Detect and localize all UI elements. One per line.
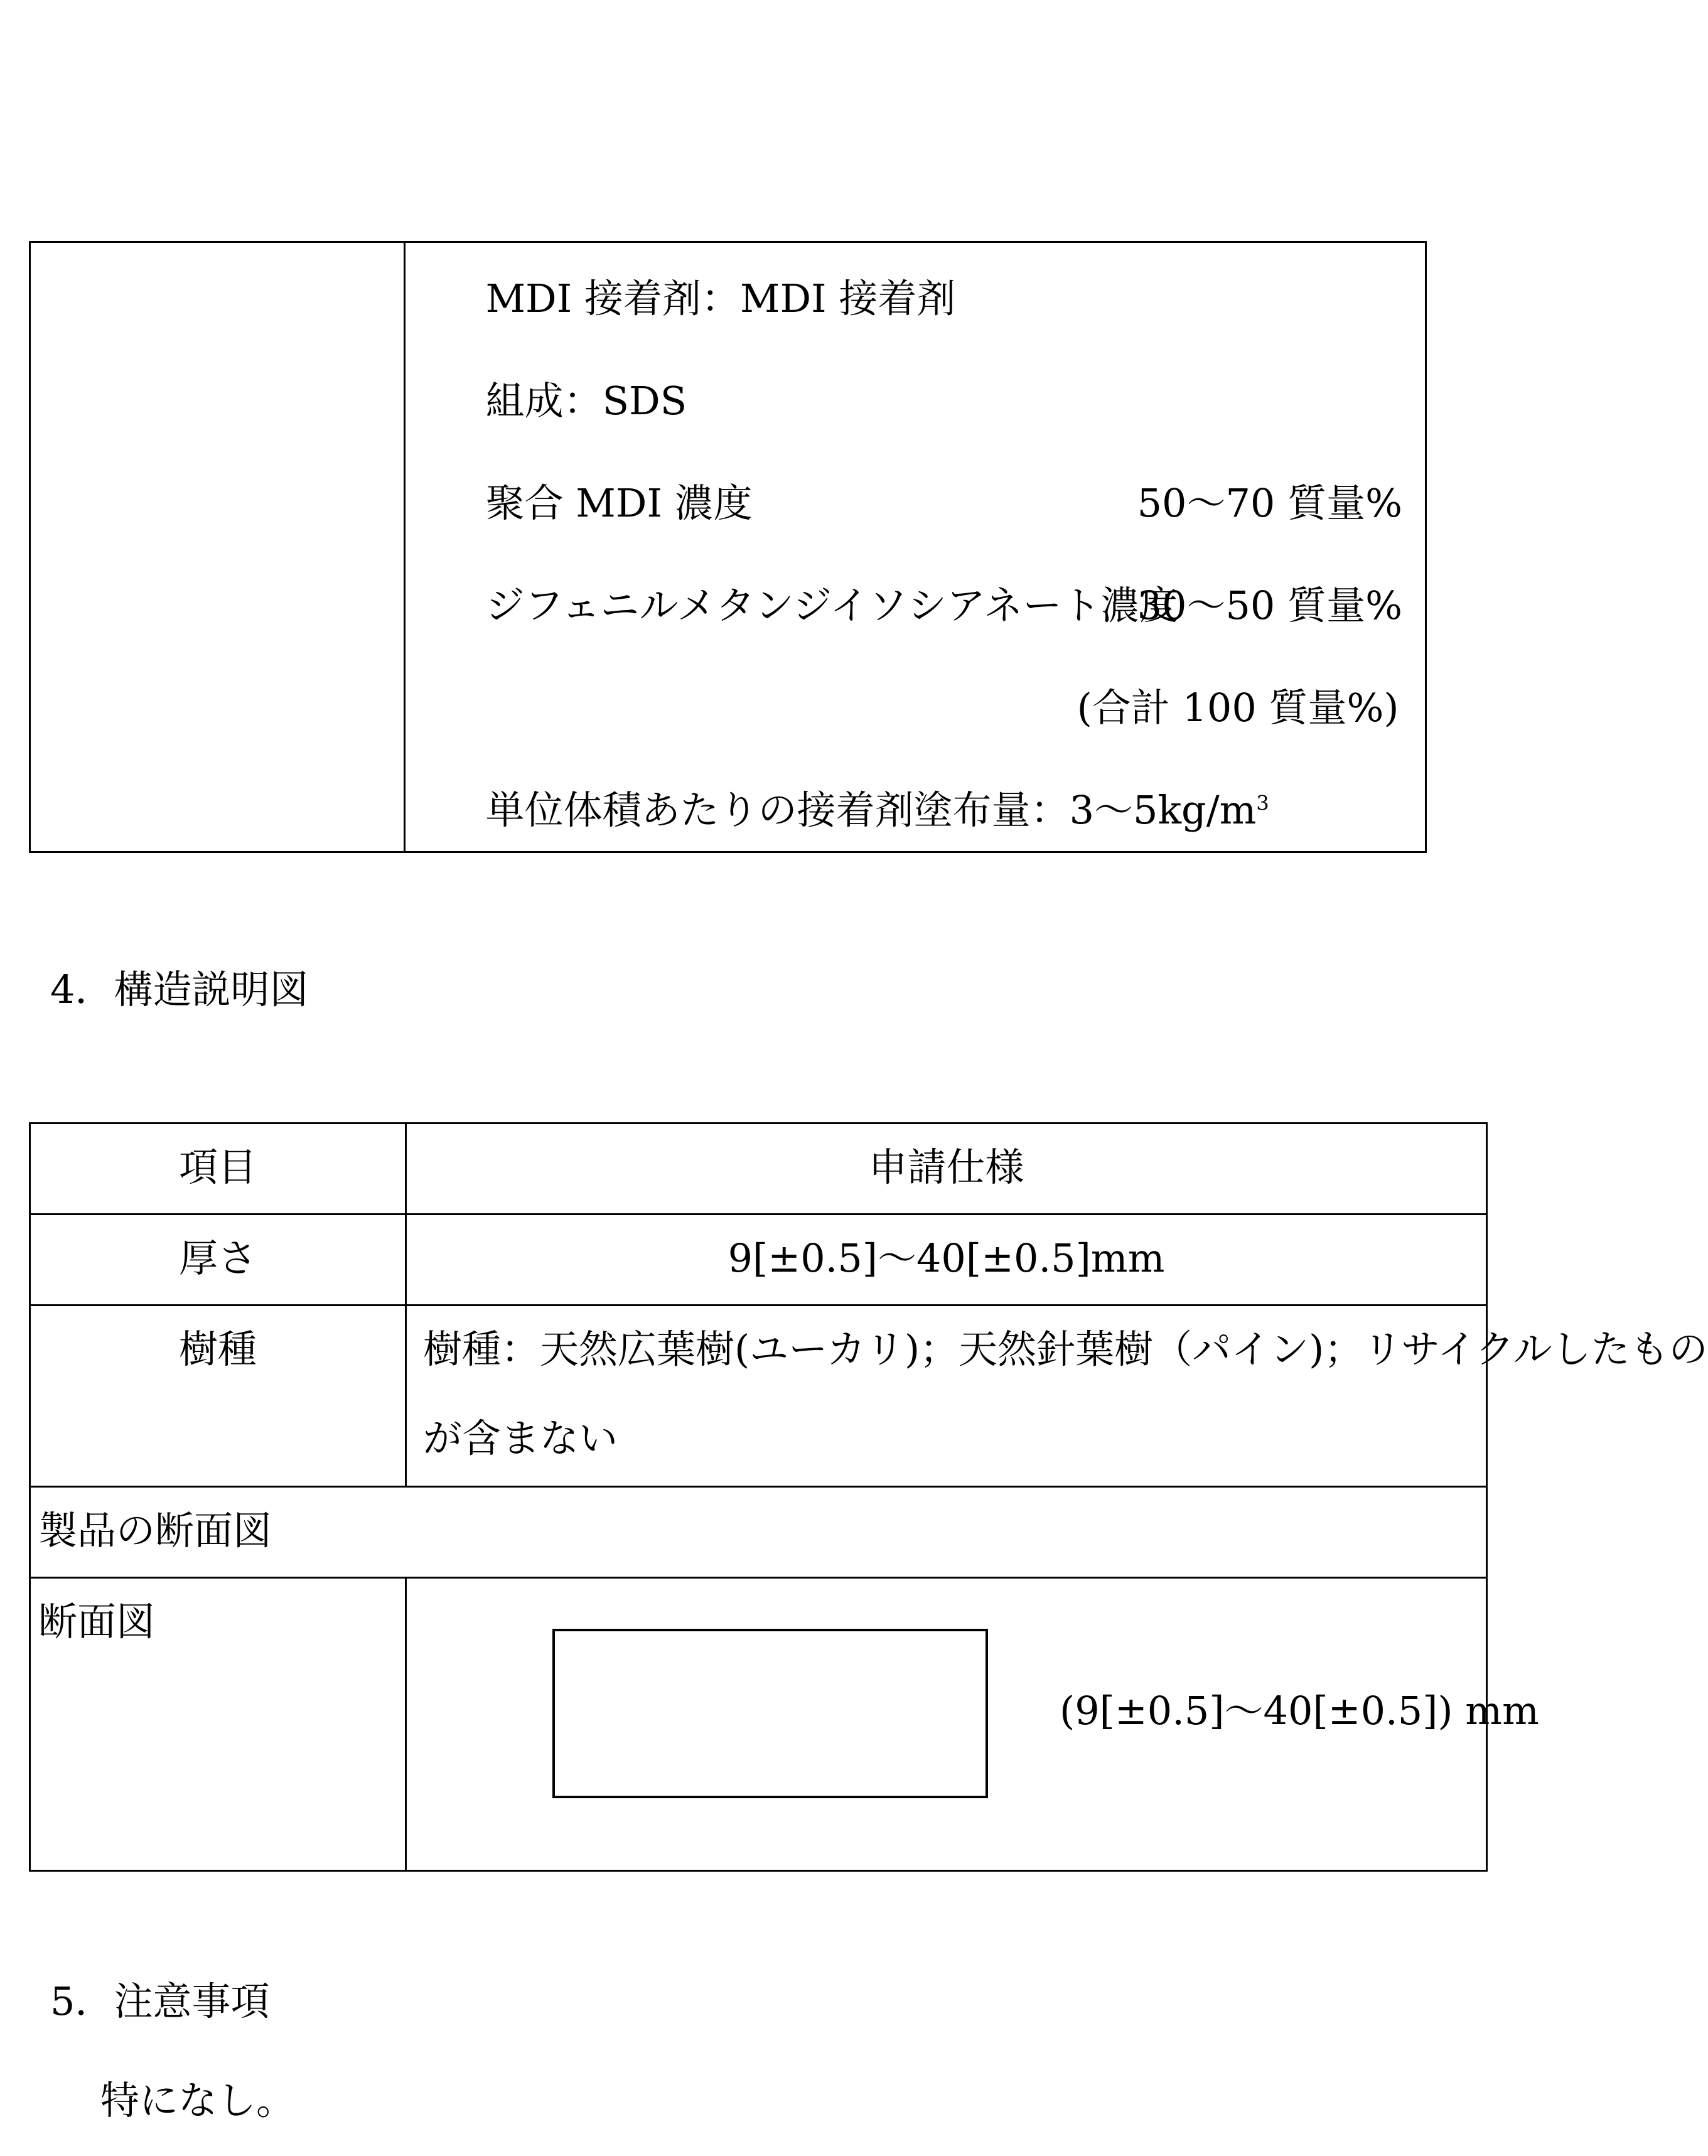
application-amount-line <box>485 787 1269 833</box>
composition-line: 組成：SDS <box>485 378 687 424</box>
composition-table-content-cell <box>404 242 1426 852</box>
species-value-line1: 樹種：天然広葉樹(ユーカリ)；天然針葉樹（パイン)；リサイクルしたもの <box>423 1326 1708 1372</box>
cubic-superscript: 3 <box>1256 791 1269 815</box>
thickness-label: 厚さ <box>178 1235 257 1281</box>
total-note: (合計 100 質量%) <box>1077 685 1399 731</box>
polymeric-mdi-label: 聚合 MDI 濃度 <box>485 480 753 526</box>
header-item-cell <box>30 1124 406 1215</box>
diphenylmethane-value: 30～50 質量% <box>1137 582 1402 628</box>
header-spec: 申請仕様 <box>868 1144 1024 1190</box>
application-amount-text: 単位体積あたりの接着剤塗布量：3～5kg/m <box>485 787 1257 833</box>
species-value-line2: が含まない <box>423 1415 618 1461</box>
cross-section-title: 製品の断面図 <box>38 1508 272 1553</box>
cross-section-drawing-cell <box>406 1578 1539 1871</box>
header-item: 項目 <box>178 1144 257 1190</box>
species-label-cell <box>30 1306 406 1487</box>
header-spec-cell <box>406 1124 1487 1215</box>
thickness-value: 9[±0.5]～40[±0.5]mm <box>728 1235 1165 1281</box>
cross-section-label-cell <box>30 1578 406 1871</box>
cross-section-title-cell <box>30 1487 1487 1578</box>
section-4-heading: 4．構造説明図 <box>50 967 309 1012</box>
thickness-label-cell <box>30 1215 406 1306</box>
composition-table <box>29 241 1427 853</box>
spec-table <box>29 1122 1708 1872</box>
diphenylmethane-label: ジフェニルメタンジイソシアネート濃度 <box>485 582 1179 628</box>
species-value-cell <box>406 1306 1708 1487</box>
species-label: 樹種 <box>178 1326 257 1372</box>
polymeric-mdi-value: 50～70 質量% <box>1137 480 1402 526</box>
cross-section-label: 断面図 <box>38 1599 156 1644</box>
thickness-value-cell <box>406 1215 1487 1306</box>
adhesive-line: MDI 接着剤：MDI 接着剤 <box>485 276 956 321</box>
cross-section-dimension: (9[±0.5]～40[±0.5]) mm <box>1060 1688 1539 1734</box>
composition-table-left-cell <box>30 242 405 852</box>
section-5-body: 特になし。 <box>100 2078 296 2123</box>
cross-section-rectangle <box>552 1629 988 1798</box>
section-5-heading: 5．注意事項 <box>50 1978 270 2024</box>
